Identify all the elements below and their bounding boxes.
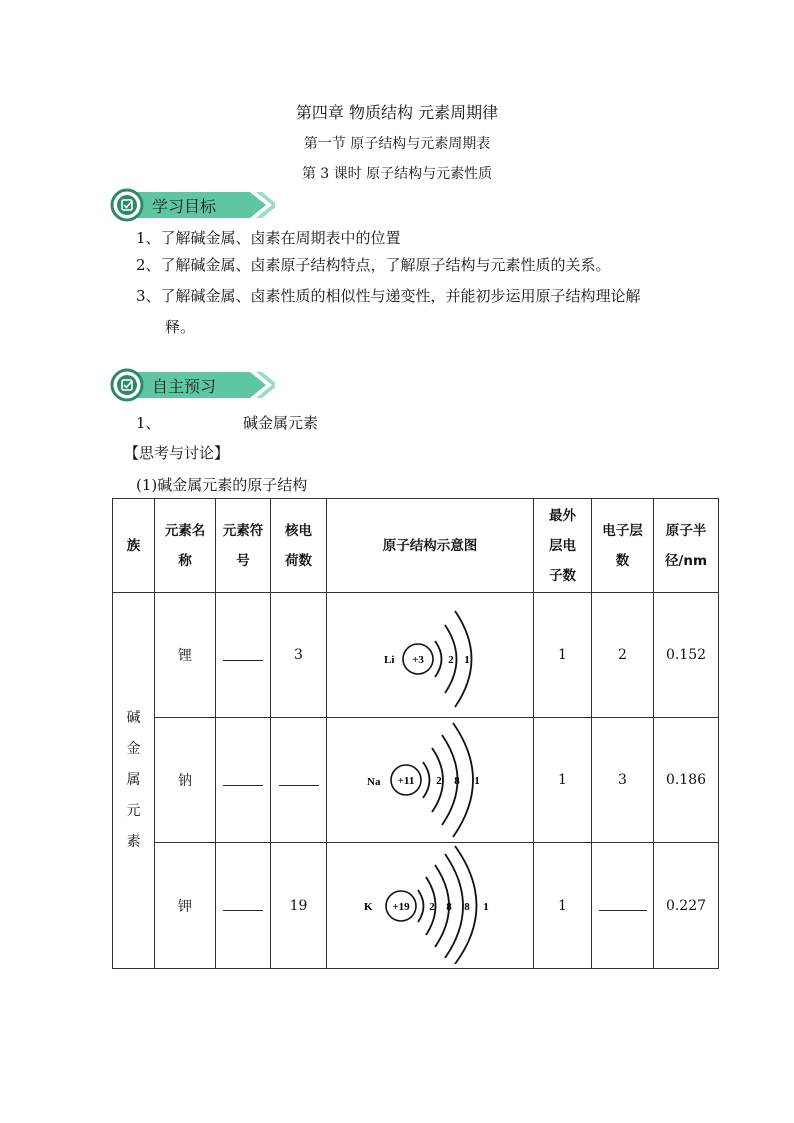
shell-electrons: 8 [446, 900, 452, 913]
diagram-nucleus: +3 [412, 654, 424, 666]
nuclear-charge: 19 [271, 843, 327, 969]
header-diagram: 原子结构示意图 [327, 499, 534, 593]
potassium-atom-diagram [327, 844, 533, 964]
electron-shell [418, 890, 424, 922]
atomic-diagram [327, 593, 534, 718]
header-name: 元素名 称 [155, 499, 216, 593]
goal-item: 2、了解碱金属、卤素原子结构特点，了解原子结构与元素性质的关系。 [136, 256, 611, 274]
alkali-metal-table [112, 498, 719, 969]
table-row [113, 593, 719, 718]
symbol-blank[interactable] [216, 843, 271, 969]
preview-banner-label: 自主预习 [152, 377, 217, 396]
symbol-blank[interactable] [216, 718, 271, 843]
sodium-atom-diagram [327, 718, 533, 838]
atomic-radius: 0.227 [654, 843, 719, 969]
goals-banner [110, 188, 275, 222]
element-name: 钠 [155, 718, 216, 843]
shell-electrons: 2 [448, 654, 454, 666]
atomic-diagram [327, 843, 534, 969]
diagram-symbol: Na [367, 776, 381, 788]
atomic-radius: 0.186 [654, 718, 719, 843]
shell-electrons: 8 [454, 775, 460, 787]
shell-count: 3 [592, 718, 654, 843]
preview-item-title: 碱金属元素 [243, 414, 319, 432]
section-title: 第一节 原子结构与元素周期表 [303, 136, 491, 152]
diagram-symbol: Li [384, 654, 395, 666]
atomic-diagram [327, 718, 534, 843]
charge-blank[interactable] [271, 718, 327, 843]
table-header-row [113, 499, 719, 593]
header-shells: 电子层 数 [592, 499, 654, 593]
shell-electrons: 8 [464, 900, 470, 913]
shell-count: 2 [592, 593, 654, 718]
chapter-title: 第四章 物质结构 元素周期律 [295, 103, 499, 122]
diagram-nucleus: +19 [392, 900, 410, 913]
element-name: 锂 [155, 593, 216, 718]
goal-item: 1、了解碱金属、卤素在周期表中的位置 [136, 229, 401, 247]
outer-electrons: 1 [534, 593, 592, 718]
symbol-blank[interactable] [216, 593, 271, 718]
header-group: 族 [113, 499, 155, 593]
shell-electrons: 1 [474, 775, 480, 787]
discussion-heading: 【思考与讨论】 [124, 444, 230, 462]
shell-electrons: 2 [436, 775, 442, 787]
outer-electrons: 1 [534, 843, 592, 969]
element-name: 钾 [155, 843, 216, 969]
lesson-title: 第 3 课时 原子结构与元素性质 [301, 166, 493, 182]
outer-electrons: 1 [534, 718, 592, 843]
table-row [113, 718, 719, 843]
nuclear-charge: 3 [271, 593, 327, 718]
diagram-nucleus: +11 [397, 775, 415, 787]
preview-item-number: 1、 [136, 414, 161, 432]
table-row [113, 843, 719, 969]
subsection-heading: (1)碱金属元素的原子结构 [136, 476, 308, 494]
diagram-symbol: K [364, 900, 373, 913]
shell-count-blank[interactable] [592, 843, 654, 969]
preview-banner [110, 368, 275, 402]
shell-electrons: 1 [483, 900, 489, 913]
shell-electrons: 2 [429, 900, 435, 913]
goal-item: 3、了解碱金属、卤素性质的相似性与递变性，并能初步运用原子结构理论解 [136, 287, 641, 305]
header-charge: 核电 荷数 [271, 499, 327, 593]
lithium-atom-diagram [327, 593, 533, 713]
group-label: 碱 金 属 元 素 [113, 593, 155, 969]
header-radius: 原子半 径/nm [654, 499, 719, 593]
header-outer-electrons: 最外 层电 子数 [534, 499, 592, 593]
atomic-radius: 0.152 [654, 593, 719, 718]
shell-electrons: 1 [464, 654, 470, 666]
electron-shell [423, 762, 430, 798]
header-symbol: 元素符 号 [216, 499, 271, 593]
goals-banner-label: 学习目标 [152, 197, 217, 216]
goal-item-continuation: 释。 [165, 318, 196, 336]
electron-shell [435, 641, 442, 677]
